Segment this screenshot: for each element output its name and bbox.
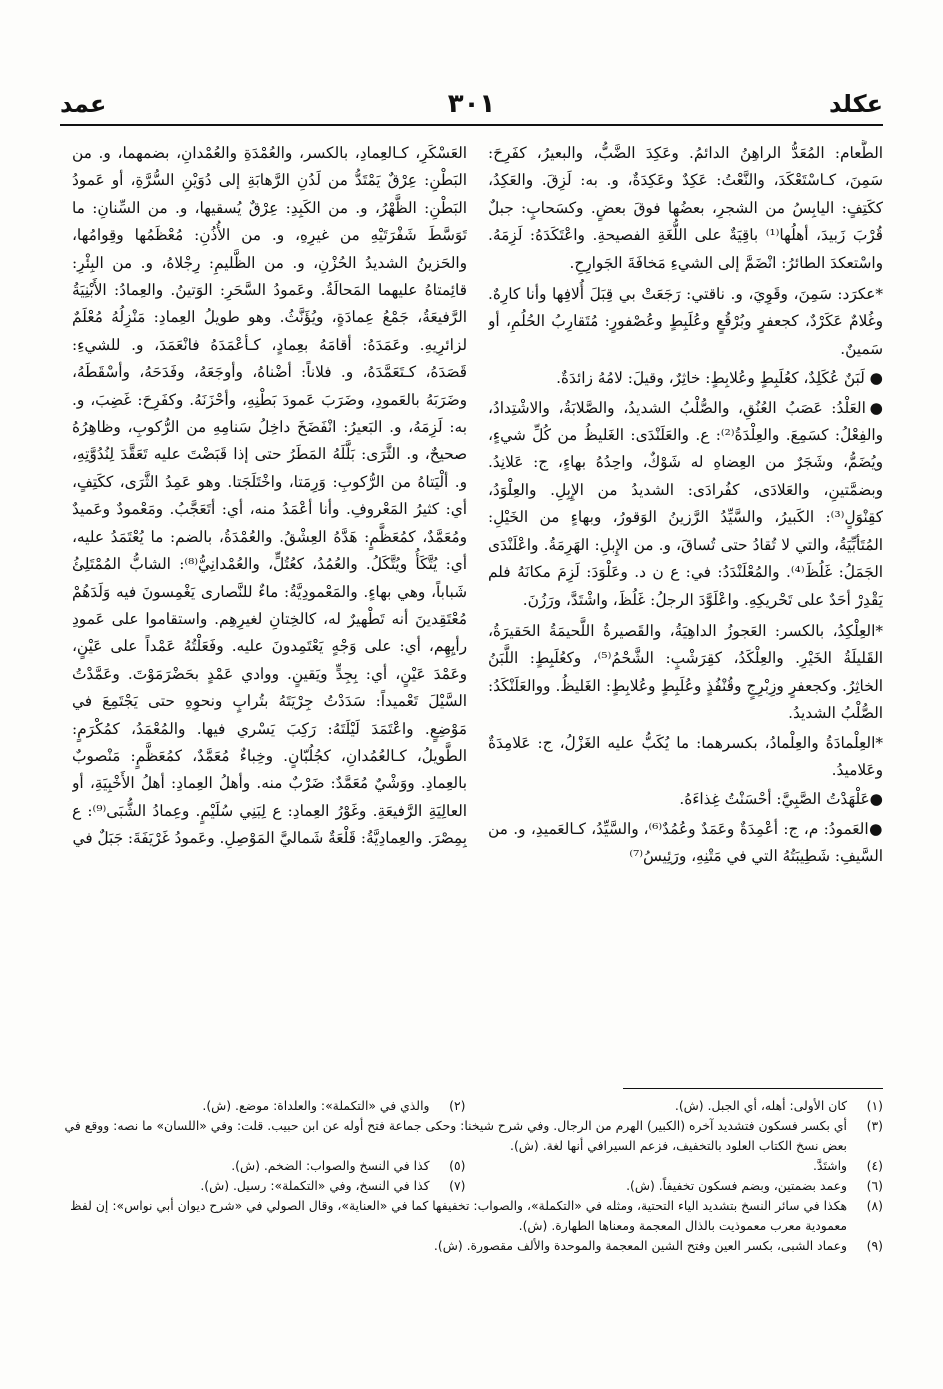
- header-entry-right: عكلد: [828, 90, 883, 118]
- entry-ukalid: ● لَبَنٌ عُكَلِدٌ، كعُلَبِطٍ وعُلابِطٍ: خاثِرٌ، وقيلَ: لامُهُ زائدَةٌ.: [556, 369, 883, 388]
- entry-ilmad: *العِلْمادَةُ والعِلْمادُ، بكسرهما: ما يُكَبُّ عليه الغَزْلُ، ج: عَلامِدَةٌ وعَلاميدُ.: [488, 733, 883, 779]
- left-column: [72, 140, 467, 880]
- footnote: (٢) والذي في «التكملة»: والعلداة: موضع. (ش).: [202, 1098, 466, 1113]
- entry-akrad: *عكرَد: سَمِنَ، وقَوِيَ، و. ناقتي: رَجَعَتْ بي قِبَلَ أُلافِها وأنا كارِهٌ. وغُلامٌ عَكَرْدٌ، كجعفرٍ وبُرْقُعٍ وعُلَبِطٍ وعُصْفورٍ: مُتَقارِبُ الحُلُمِ، أو سَمينٌ.: [488, 285, 883, 358]
- right-column: [488, 140, 883, 880]
- entry-ilkid: *العِلْكِدُ، بالكسر: العَجوزُ الداهِيَةُ، والقَصيرةُ اللَّحيمَةُ الحَقيرَةُ، القَليلَةُ الخَيْرِ. والعِلْكَدُ، كقِرَشْبٍ: الشَّحْمُ⁽⁵⁾، وكعُلَبِطٍ: اللَّبَنُ الخاثِرُ. وكجعفرٍ وزِبْرِجٍ وقُنْفُذٍ وعُلَبِطٍ وعُلابِطٍ: الغَليظُ. ووالعَلَنْكَدُ: الصُّلْبُ الشديدُ.: [488, 621, 883, 723]
- footnote: (٣) أي بكسر فسكون فتشديد آخره (الكبير) الهرم من الرجال. وفي شرح شيخنا: وحكى جماعة فتح أوله عن ابن حبيب. قلت: وفي «اللسان» ما نصه: ووقع في بعض نسخ الكتاب العلود بالتخفيف، فزعم السيرافي أنها لغة. (ش).: [64, 1118, 883, 1153]
- footnote: (٥) كذا في النسخ والصواب: الضخم. (ش).: [231, 1158, 466, 1173]
- footnote: (٨) هكذا في سائر النسخ بتشديد الياء التحتية، ومثله في «التكملة»، والصواب: تخفيفها كما في «العناية»، وقال الصولي في «شرح ديوان أبي نواس»: إن لفظ معمودية معرب معموذيت بالذال المعجمة ومعناها الطهارة. (ش).: [70, 1198, 883, 1233]
- footnote: (٩) وعماد الشبى، بكسر العين وفتح الشين المعجمة والموحدة والألف مقصورة. (ش).: [433, 1238, 883, 1253]
- page-header: [60, 86, 883, 122]
- page-number: ٣٠١: [447, 89, 496, 119]
- footnote: (١) كان الأولى: أهله، أي الجبل. (ش).: [674, 1098, 883, 1113]
- header-rule: [60, 124, 883, 126]
- entry-text: الطَّعام: المُعَدُّ الراهِنُ الدائمُ. وعَكِدَ الضَّبُّ، والبعيرُ، كفَرِحَ: سَمِنَ، كـاسْتَعْكَدَ، والنَّعْتُ: عَكِدٌ وعَكِدَةٌ، و. به: لَزِقَ. والعَكِدُ، ككَتِفٍ: اليابِسُ من الشجرِ، بعضُها فوقَ بعضٍ. وكسَحابٍ: جبلٌ قُرْبَ زَبيدَ، أهلُها⁽¹⁾ باقِيَةٌ على اللُّغَةِ الفصيحةِ. واعْتَكَدَهُ: لَزِمَهُ. واسْتعكدَ الطائرُ: انْضَمَّ إلى الشيءِ مَخافَةَ الجَوارِحِ.: [488, 144, 883, 272]
- entry-amud-continued: العَسْكَرِ، كـالعِمادِ، بالكسر، والعُمْدَةِ والعُمْدانِ، بضمهما، و. من البَطْنِ: عِرْقٌ يَمْتَدُّ من لَدُنِ الرَّهابَةِ إلى دُوَيْنِ السُّرَّةِ، أو عَمودُ البَطْنِ: الظَّهْرُ، و. من الكَبِدِ: عِرْقٌ يُسقيها، و. من السِّنانِ: ما تَوَسَّطَ شَفْرَتَيْهِ من غيرِهِ، و. من الأُذُنِ: مُعْظَمُها وقِوامُها، والحَزينُ الشديدُ الحُزْنِ، و. من الظَّليمِ: رِجْلاهُ، و. من البِئْرِ: قائِمتاهُ عليهما المَحالَةُ. وعَمودُ السَّحَرِ: الوَتينُ. والعِمادُ: الأَبْنِيَةُ الرَّفيعَةُ، جَمْعُ عِمادَةٍ، ويُؤَنَّثُ. وهو طويلُ العِمادِ: مَنْزِلُهُ مُعْلَمٌ لزائرِيهِ. وعَمَدَهُ: أقامَهُ بعِمادٍ، كـأعْمَدَهُ فانْعَمَدَ، و. للشيءِ: قَصَدَهُ، كـتَعَمَّدَهُ، و. فلاناً: أضْناهُ، وأوجَعَهُ، وفَدَحَهُ، وأسْقَطَهُ، وضَرَبَهُ بالعَمودِ، وضَرَبَ عَمودَ بَطْنِهِ، وأحْزَنَهُ. وكفَرِحَ: غَضِبَ، و. به: لَزِمَهُ، و. البَعيرُ: انْفَضَخَ داخِلُ سَنامِهِ من الرُّكوبِ، وظاهِرُهُ صحيحٌ، و. الثَّرَى: بَلَّلَهُ المَطَرُ حتى إذا قَبَضْتَ عليه تَعَقَّدَ لِنُدُوَّتِهِ، و. ألْيَتاهُ من الرُّكوبِ: وَرِمَتا، واخْتَلَجَتا. وهو عَمِدُ الثَّرَى، ككَتِفٍ، أي: كثيرُ المَعْروفِ. وأنا أعْمَدُ منه، أي: أتَعَجَّبُ. ومَعْمودٌ وعَميدٌ ومُعَمَّدٌ، كمُعَظَّمٍ: هَدَّهُ العِشْقُ. والعُمْدَةُ، بالضم: ما يُعْتَمَدُ عليه، أي: يُتَّكَأُ ويُتَّكَلُ. والعُمُدُ، كعُتُلٍّ، والعُمْدانِيُّ⁽⁸⁾: الشابُّ المُمْتَلِئُ شَباباً، وهي بهاءٍ. والمَعْمودِيَّةُ: ماءٌ للنَّصارى يَغْمِسونَ فيه وَلَدَهُمْ مُعْتَقِدينَ أنه تَطْهيرٌ له، كالخِتانِ لغيرِهِم. واستقاموا على عَمودِ رأيِهِم، أي: على وَجْهٍ يَعْتَمِدونَ عليه. وفَعَلْتُهُ عَمْداً على عَيْنٍ، وعَمْدَ عَيْنٍ، أي: بِجِدٍّ ويَقينٍ. ووادي عَمْدٍ بحَضْرَمَوْتَ. وعَمَّدْتُ السَّيْلَ تَعْميداً: سَدَدْتُ جِرْيَتَهُ بتُرابٍ ونحوِهِ حتى يَجْتَمِعَ في مَوْضِعٍ. واعْتَمَدَ لَيْلَتَهُ: رَكِبَ يَسْري فيها. والمُعْمَدُ، كمُكْرَمٍ: الطَّويلُ، كـالعُمُدانِ، كجُلُبّانٍ. وخِباءٌ مُعَمَّدٌ، كمُعَظَّمٍ: مَنْصوبٌ بالعِمادِ. ووَشْيٌ مُعَمَّدٌ: ضَرْبٌ منه. وأهلُ العِمادِ: أهلُ الأَخْبِيَةِ، أو العالِيَةِ الرَّفيعَةِ. وغَوْرُ العِمادِ: ع لِبَنِي سُلَيْمٍ. وعِمادُ الشُّبَى⁽⁹⁾: ع بِمِصْرَ. والعِمادِيَّةُ: قَلْعَةٌ شَماليَّ المَوْصِلِ. وعَمودُ غَرْيَفَةَ: جَبَلٌ في: [72, 144, 467, 848]
- footnotes: [60, 1096, 883, 1256]
- footnote: (٧) كذا في النسخ، وفي «التكملة»: رسيل. (ش).: [200, 1178, 466, 1193]
- footnote: (٦) وعمد بضمتين، وبضم فسكون تخفيفاً. (ش).: [626, 1178, 883, 1193]
- entry-amud: ●العَمودُ: م، ج: أعْمِدَةٌ وعَمَدٌ وعُمُدٌ⁽⁶⁾، والسَّيِّدُ، كـالعَميدِ، و. من السَّيفِ: شَطِيبَتُهُ التي في مَتْنِهِ، ورَئِيسُ⁽⁷⁾: [488, 819, 883, 866]
- entry-alhad: ●عَلْهَدْتُ الصَّبِيَّ: أحْسَنْتُ غِذاءَهُ.: [679, 790, 883, 809]
- header-entry-left: عمد: [60, 90, 107, 118]
- entry-ald: ●العَلْدُ: عَصَبُ العُنُقِ، والصُّلْبُ الشديدُ، والصَّلابَةُ، والاشْتِدادُ، والفِعْلُ: كسَمِعَ. والعِلْدَةُ⁽²⁾: ع. والعَلَنْدَى: الغَليظُ من كُلِّ شيءٍ، ويُضَمُّ، وشَجَرٌ من العِضاهِ له شَوْكٌ، واحِدُهُ بهاءٍ، ج: عَلانِدُ. وبضمَّتينِ، والعَلادَى، كفُرادَى: الشديدُ من الإِبِلِ. والعِلْوَدُ، كقِنْوَلٍ⁽³⁾: الكَبيرُ، والسَّيِّدُ الرَّزينُ الوَقورُ، وبهاءٍ من الخَيْلِ: المُتَأبِّيَةُ، والتي لا تُقادُ حتى تُساقَ، و. من الإِبلِ: الهَرِمَةُ. واعْلَنْدَى الجَمَلُ: غَلُظَ⁽⁴⁾. والمُعْلَنْدَدُ: في: ع ن د. وعَلْوَدَ: لَزِمَ مكانَهُ فلم يَقْدِرْ أحَدٌ على تَحْريكِهِ. واعْلَوَّدَ الرجلُ: غَلُظَ، واشْتَدَّ، ورَزُنَ.: [488, 398, 883, 609]
- footnote-rule: [623, 1088, 883, 1089]
- footnote: (٤) واشتَدَّ.: [813, 1158, 883, 1173]
